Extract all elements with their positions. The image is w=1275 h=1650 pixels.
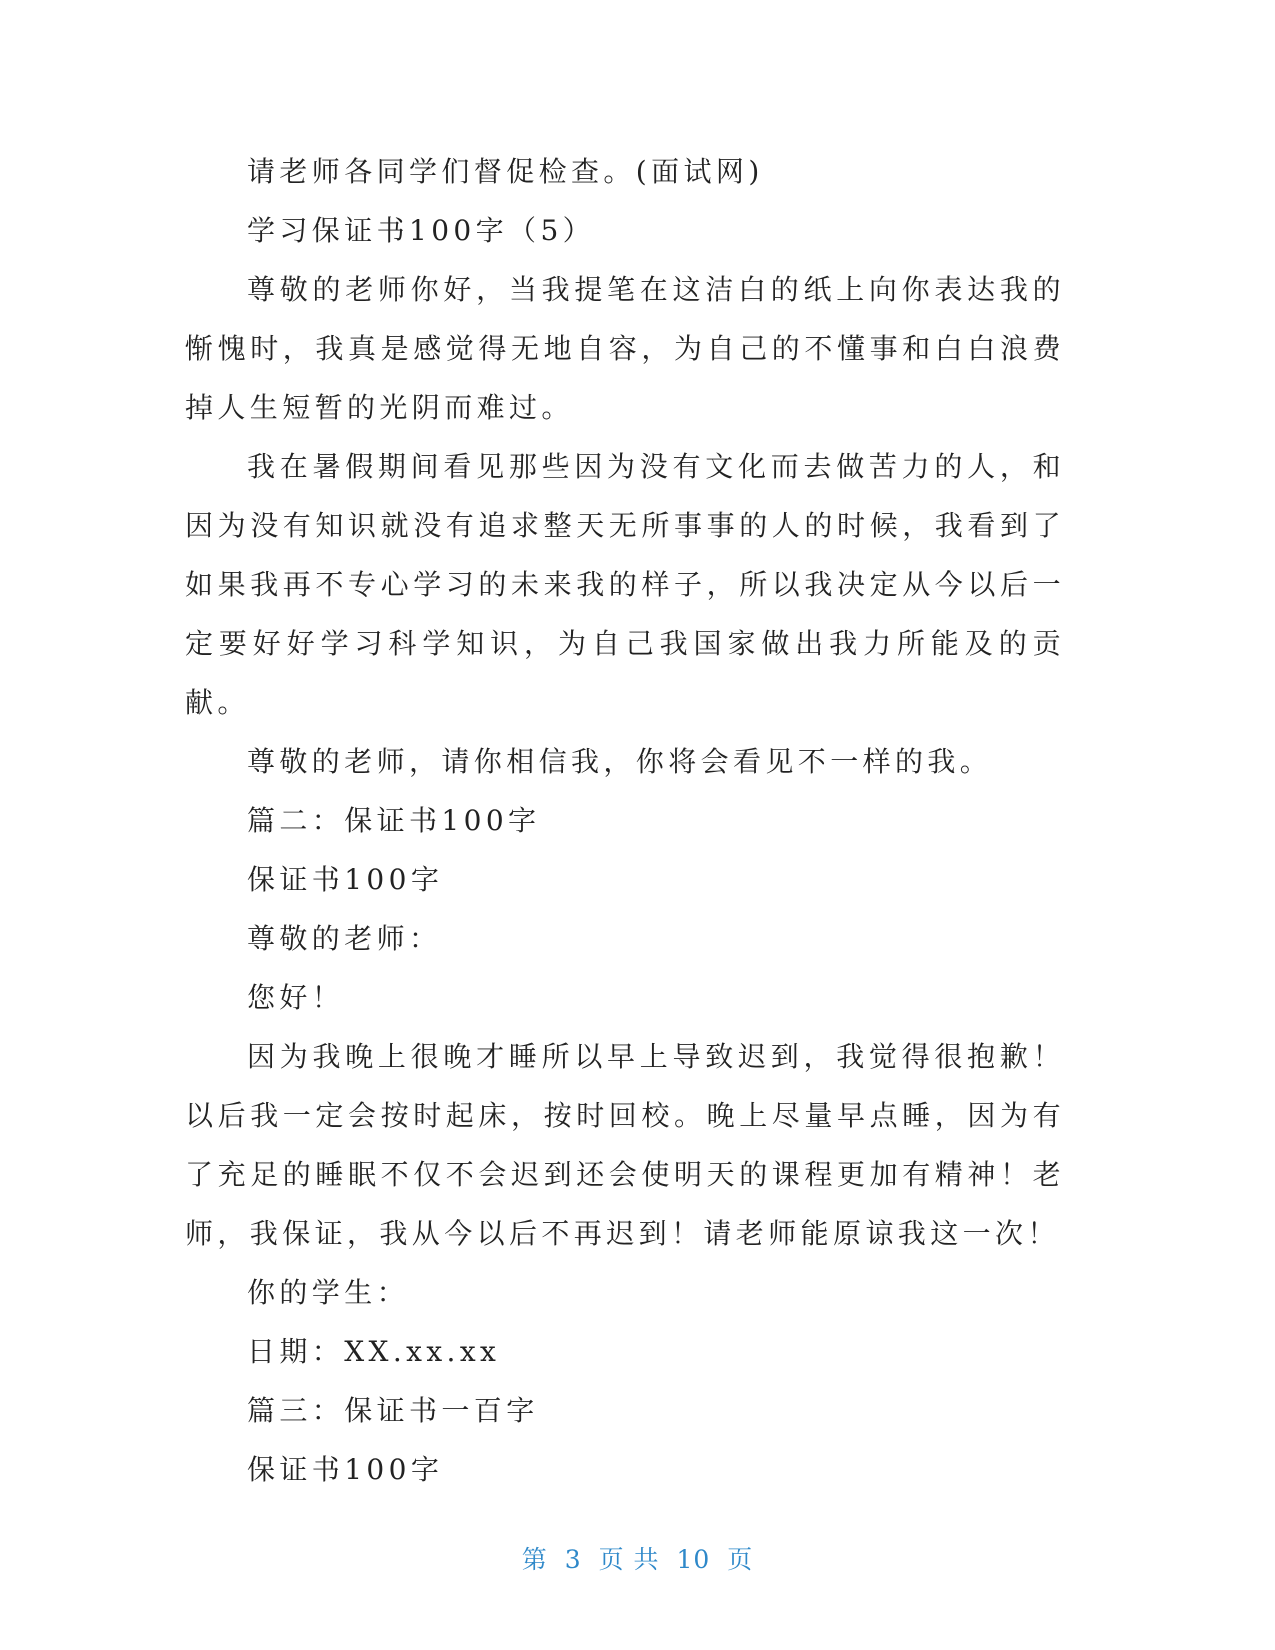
footer-middle: 页 共 bbox=[598, 1545, 660, 1574]
footer-prefix: 第 bbox=[521, 1545, 548, 1574]
paragraph: 请老师各同学们督促检查。(面试网) bbox=[247, 155, 764, 188]
footer-current-page: 3 bbox=[564, 1545, 582, 1574]
greeting: 您好！ bbox=[247, 981, 345, 1014]
page-footer bbox=[0, 1540, 1275, 1576]
salutation: 尊敬的老师： bbox=[247, 922, 442, 955]
document-body bbox=[185, 142, 1065, 1499]
paragraph: 尊敬的老师，请你相信我，你将会看见不一样的我。 bbox=[247, 745, 993, 778]
signature-line: 你的学生： bbox=[247, 1276, 410, 1309]
letter-title: 保证书100字 bbox=[247, 1453, 444, 1486]
footer-suffix: 页 bbox=[727, 1545, 754, 1574]
letter-title: 保证书100字 bbox=[247, 863, 444, 896]
section-heading: 学习保证书100字（5） bbox=[247, 214, 596, 247]
paragraph: 尊敬的老师你好，当我提笔在这洁白的纸上向你表达我的惭愧时，我真是感觉得无地自容，为自己的不懂事和白白浪费掉人生短暂的光阴而难过。 bbox=[185, 273, 1065, 424]
section-heading: 篇三：保证书一百字 bbox=[247, 1394, 539, 1427]
paragraph: 因为我晚上很晚才睡所以早上导致迟到，我觉得很抱歉！以后我一定会按时起床，按时回校。晚上尽量早点睡，因为有了充足的睡眠不仅不会迟到还会使明天的课程更加有精神！老师，我保证，我从今以后不再迟到！请老师能原谅我这一次！ bbox=[185, 1040, 1065, 1250]
date-line: 日期：XX.xx.xx bbox=[247, 1335, 501, 1368]
section-heading: 篇二：保证书100字 bbox=[247, 804, 541, 837]
paragraph: 我在暑假期间看见那些因为没有文化而去做苦力的人，和因为没有知识就没有追求整天无所事事的人的时候，我看到了如果我再不专心学习的未来我的样子，所以我决定从今以后一定要好好学习科学知识，为自己我国家做出我力所能及的贡献。 bbox=[185, 450, 1065, 719]
footer-total-pages: 10 bbox=[676, 1545, 711, 1574]
